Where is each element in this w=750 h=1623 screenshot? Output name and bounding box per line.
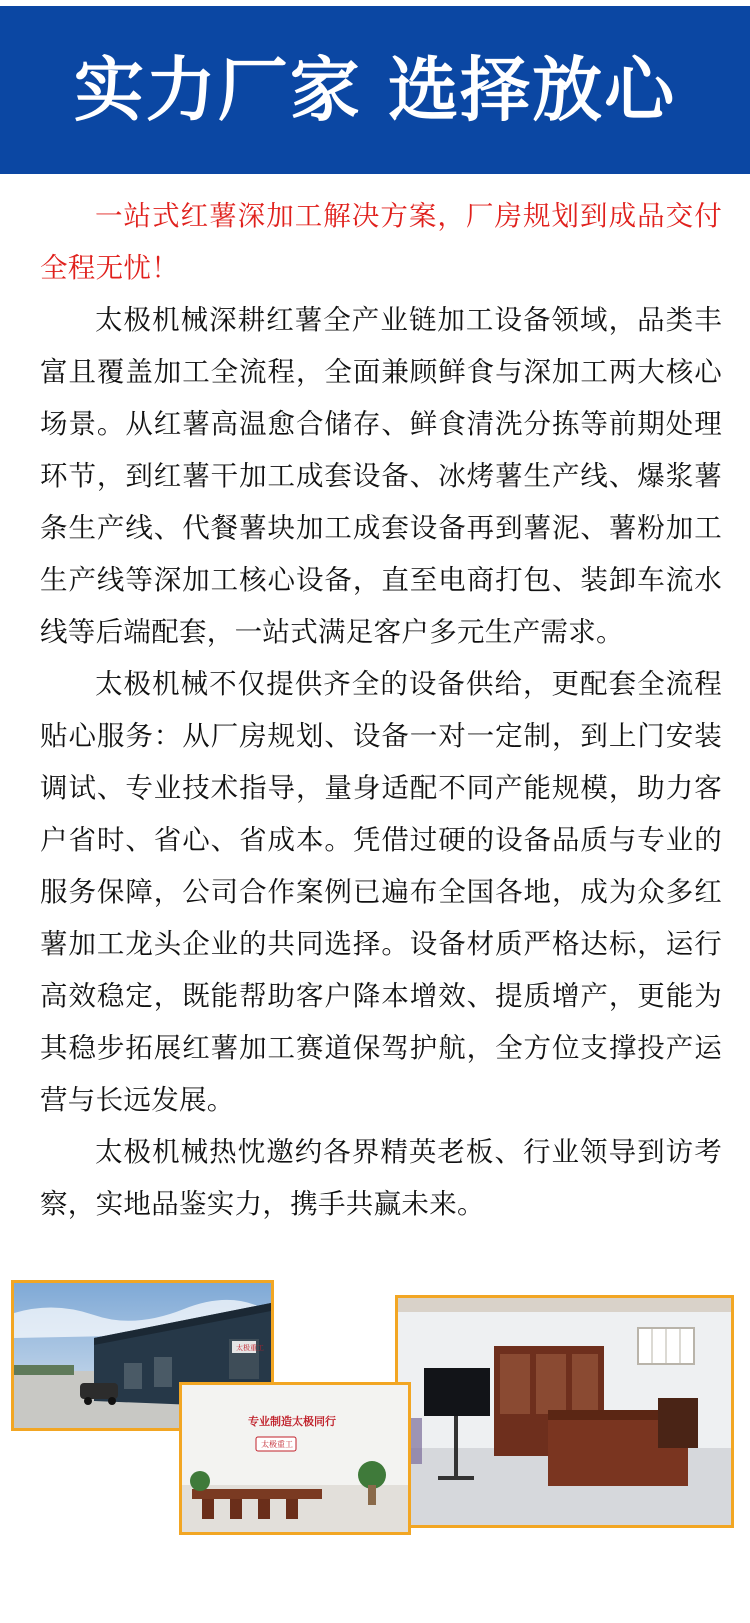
body-paragraph-3: 太极机械热忱邀约各界精英老板、行业领导到访考察，实地品鉴实力，携手共赢未来。 (40, 1136, 722, 1220)
body-paragraph-2: 太极机械不仅提供齐全的设备供给，更配套全流程贴心服务：从厂房规划、设备一对一定制，到上门安装调试、专业技术指导，量身适配不同产能规模，助力客户省时、省心、省成本。凭借过硬的设备品质与专业的服务保障，公司合作案例已遍布全国各地，成为众多红薯加工龙头企业的共同选择。设备材质严格达标，运行高效稳定，既能帮助客户降本增效、提质增产，更能为其稳步拓展红薯加工赛道保驾护航，全方位支撑投产运营与长远发展。 (40, 668, 722, 1116)
reception-area-photo (179, 1382, 411, 1535)
office-interior-photo (395, 1295, 734, 1528)
slogan-text: 一站式红薯深加工解决方案，厂房规划到成品交付全程无忧！ (40, 200, 722, 284)
slogan-paragraph (40, 190, 722, 294)
article-body (40, 190, 722, 1230)
page-title: 实力厂家 选择放心 (73, 49, 677, 131)
logo-text: 太极重工 (261, 1440, 293, 1449)
factory-sign-text: 太极重工 (236, 1344, 264, 1352)
wall-slogan-text: 专业制造太极同行 (248, 1415, 336, 1428)
header-banner (0, 6, 750, 174)
reception-area-image (182, 1385, 408, 1532)
body-paragraph-1: 太极机械深耕红薯全产业链加工设备领域，品类丰富且覆盖加工全流程，全面兼顾鲜食与深加工两大核心场景。从红薯高温愈合储存、鲜食清洗分拣等前期处理环节，到红薯干加工成套设备、冰烤薯生产线、爆浆薯条生产线、代餐薯块加工成套设备再到薯泥、薯粉加工生产线等深加工核心设备，直至电商打包、装卸车流水线等后端配套，一站式满足客户多元生产需求。 (40, 304, 722, 648)
office-interior-image (398, 1298, 731, 1525)
